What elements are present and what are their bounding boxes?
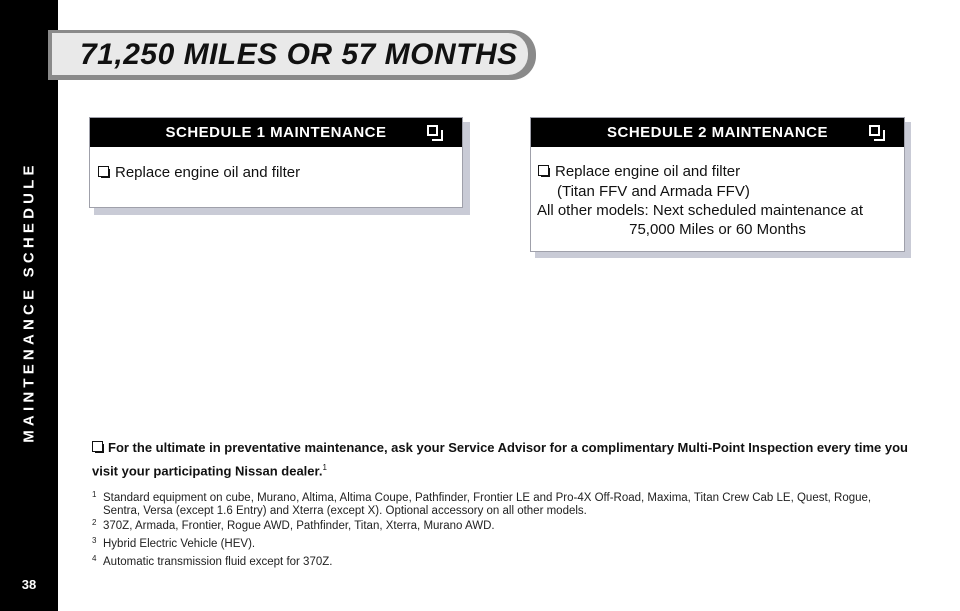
inspection-tip — [92, 438, 932, 481]
footnote — [92, 519, 932, 533]
page-number: 38 — [21, 577, 37, 592]
footnote-text: Standard equipment on cube, Murano, Altima, Altima Coupe, Pathfinder, Frontier LE and Pro-4X Off-Road, Maxima, Titan Crew Cab LE, Quest, Rogue, — [103, 492, 872, 504]
footnote-number: 1 — [92, 490, 97, 499]
schedule1-item — [98, 164, 300, 181]
section-label: MAINTENANCE SCHEDULE — [20, 161, 38, 443]
tip-footnote-ref: 1 — [322, 463, 327, 472]
footnote — [92, 555, 932, 569]
schedule2-header — [531, 118, 904, 147]
schedule2-note-line1: All other models: Next scheduled maintenance at — [537, 202, 864, 219]
page-title: 71,250 MILES OR 57 MONTHS — [80, 38, 518, 71]
footnote-text: Hybrid Electric Vehicle (HEV). — [103, 538, 256, 550]
checkbox-icon — [98, 166, 109, 177]
footnote — [92, 537, 932, 551]
footnote-number: 3 — [92, 536, 97, 545]
schedule2-box — [530, 117, 905, 252]
schedule2-item-label: Replace engine oil and filter — [555, 163, 741, 180]
schedule1-box — [89, 117, 463, 208]
schedule2-title: SCHEDULE 2 MAINTENANCE — [606, 124, 828, 141]
schedule2-item — [538, 163, 740, 180]
checkbox-icon — [869, 125, 880, 136]
checkbox-icon — [538, 165, 549, 176]
schedule2-item-sub: (Titan FFV and Armada FFV) — [557, 183, 750, 200]
schedule1-header — [90, 118, 462, 147]
schedule1-title: SCHEDULE 1 MAINTENANCE — [165, 124, 387, 141]
footnote — [92, 491, 932, 519]
footnote-text-cont: Sentra, Versa (except 1.6 Entry) and Xterra (except X). Optional accessory on all other models. — [103, 505, 587, 517]
schedule1-item-label: Replace engine oil and filter — [115, 164, 301, 181]
schedule2-note-line2: 75,000 Miles or 60 Months — [629, 221, 806, 238]
sidebar — [0, 0, 58, 611]
checkbox-icon — [92, 441, 103, 452]
inspection-tip-text: For the ultimate in preventative maintenance, ask your Service Advisor for a complimentary Multi-Point Inspection every time you visit your participating Nissan dealer. — [92, 440, 908, 479]
checkbox-icon — [427, 125, 438, 136]
footnote-number: 2 — [92, 518, 97, 527]
footnote-number: 4 — [92, 554, 97, 563]
footnote-text: Automatic transmission fluid except for 370Z. — [103, 556, 333, 568]
footnote-text: 370Z, Armada, Frontier, Rogue AWD, Pathfinder, Titan, Xterra, Murano AWD. — [103, 520, 495, 532]
